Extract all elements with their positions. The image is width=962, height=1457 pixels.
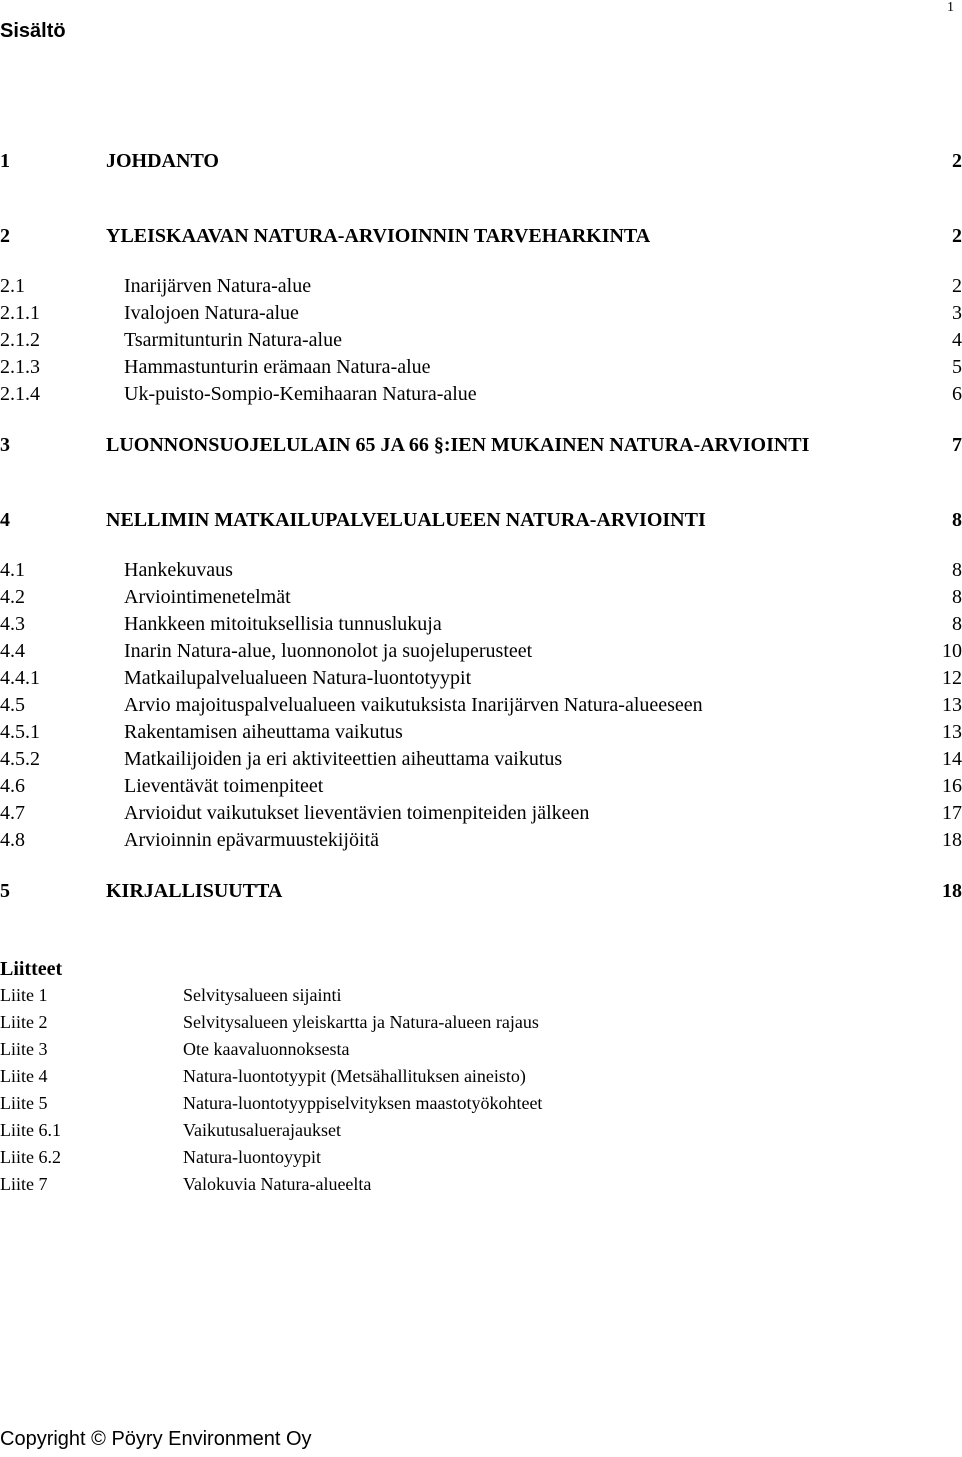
toc-entry-title: Arviointimenetelmät: [124, 586, 291, 608]
toc-entry-title: Ivalojoen Natura-alue: [124, 302, 299, 324]
appendix-description: Selvitysalueen yleiskartta ja Natura-alueen rajaus: [183, 1012, 539, 1032]
toc-entry-number: 2: [0, 225, 10, 247]
toc-entry-4-5-2[interactable]: [0, 748, 962, 774]
toc-entry-2-1-2[interactable]: [0, 329, 962, 355]
toc-entry-number: 2.1.3: [0, 356, 40, 378]
toc-entry-title: Inarin Natura-alue, luonnonolot ja suojeluperusteet: [124, 640, 533, 662]
appendix-label: Liite 2: [0, 1012, 48, 1032]
toc-entry-4[interactable]: [0, 509, 962, 535]
toc-entry-title: Arvioidut vaikutukset lieventävien toimenpiteiden jälkeen: [124, 802, 590, 824]
toc-entry-2-1[interactable]: [0, 275, 962, 301]
appendix-description: Natura-luontotyyppiselvityksen maastotyökohteet: [183, 1093, 543, 1113]
appendix-label: Liite 4: [0, 1066, 48, 1086]
toc-entry-title: LUONNONSUOJELULAIN 65 JA 66 §:IEN MUKAINEN NATURA-ARVIOINTI: [106, 434, 810, 456]
toc-entry-number: 4.5.1: [0, 721, 40, 743]
toc-entry-number: 4.5.2: [0, 748, 40, 770]
toc-entry-4-6[interactable]: [0, 775, 962, 801]
toc-entry-number: 4.5: [0, 694, 25, 716]
toc-entry-page: 2: [952, 225, 962, 247]
toc-entry-page: 18: [942, 880, 962, 902]
toc-entry-title: YLEISKAAVAN NATURA-ARVIOINNIN TARVEHARKINTA: [106, 225, 651, 247]
toc-entry-4-5-1[interactable]: [0, 721, 962, 747]
toc-entry-2-1-3[interactable]: [0, 356, 962, 382]
appendix-description: Selvitysalueen sijainti: [183, 985, 342, 1005]
toc-entry-page: 8: [952, 613, 962, 635]
toc-entry-page: 13: [942, 694, 962, 716]
toc-entry-number: 2.1.4: [0, 383, 40, 405]
appendix-description: Vaikutusaluerajaukset: [183, 1120, 341, 1140]
toc-entry-title: Hammastunturin erämaan Natura-alue: [124, 356, 431, 378]
appendix-heading: Liitteet: [0, 958, 63, 980]
appendix-description: Ote kaavaluonnoksesta: [183, 1039, 350, 1059]
toc-entry-page: 13: [942, 721, 962, 743]
appendix-label: Liite 7: [0, 1174, 48, 1194]
appendix-label: Liite 1: [0, 985, 48, 1005]
toc-entry-2-1-1[interactable]: [0, 302, 962, 328]
appendix-description: Valokuvia Natura-alueelta: [183, 1174, 372, 1194]
toc-entry-number: 4: [0, 509, 10, 531]
appendix-label: Liite 6.1: [0, 1120, 61, 1140]
toc-entry-page: 4: [952, 329, 962, 351]
toc-entry-4-4[interactable]: [0, 640, 962, 666]
toc-entry-title: NELLIMIN MATKAILUPALVELUALUEEN NATURA-ARVIOINTI: [106, 509, 706, 531]
toc-entry-title: Inarijärven Natura-alue: [124, 275, 312, 297]
toc-entry-title: JOHDANTO: [106, 150, 219, 172]
toc-entry-number: 5: [0, 880, 10, 902]
toc-entry-page: 14: [942, 748, 962, 770]
page-number: 1: [947, 0, 954, 15]
appendix-label: Liite 6.2: [0, 1147, 61, 1167]
appendix-label: Liite 5: [0, 1093, 48, 1113]
toc-entry-4-8[interactable]: [0, 829, 962, 855]
toc-title: Sisältö: [0, 20, 66, 42]
appendix-description: Natura-luontoyypit: [183, 1147, 321, 1167]
toc-entry-title: Arvioinnin epävarmuustekijöitä: [124, 829, 379, 851]
toc-entry-5[interactable]: [0, 880, 962, 906]
toc-entry-4-1[interactable]: [0, 559, 962, 585]
toc-entry-page: 18: [942, 829, 962, 851]
toc-entry-page: 6: [952, 383, 962, 405]
toc-entry-title: Lieventävät toimenpiteet: [124, 775, 324, 797]
toc-entry-page: 8: [952, 509, 962, 531]
toc-entry-number: 2.1.2: [0, 329, 40, 351]
toc-entry-page: 17: [942, 802, 962, 824]
toc-entry-number: 4.7: [0, 802, 25, 824]
toc-entry-page: 16: [942, 775, 962, 797]
toc-entry-title: Hankekuvaus: [124, 559, 233, 581]
appendix-label: Liite 3: [0, 1039, 48, 1059]
toc-entry-title: Matkailijoiden ja eri aktiviteettien aiheuttama vaikutus: [124, 748, 563, 770]
toc-entry-page: 7: [952, 434, 962, 456]
toc-entry-4-7[interactable]: [0, 802, 962, 828]
toc-entry-page: 2: [952, 275, 962, 297]
toc-entry-number: 3: [0, 434, 10, 456]
toc-entry-page: 10: [942, 640, 962, 662]
toc-entry-title: KIRJALLISUUTTA: [106, 880, 283, 902]
toc-entry-page: 8: [952, 586, 962, 608]
toc-entry-4-5[interactable]: [0, 694, 962, 720]
toc-entry-page: 3: [952, 302, 962, 324]
copyright-footer: Copyright © Pöyry Environment Oy: [0, 1428, 312, 1450]
toc-entry-4-3[interactable]: [0, 613, 962, 639]
toc-entry-number: 4.1: [0, 559, 25, 581]
toc-entry-2-1-4[interactable]: [0, 383, 962, 409]
toc-entry-title: Uk-puisto-Sompio-Kemihaaran Natura-alue: [124, 383, 477, 405]
toc-entry-number: 4.8: [0, 829, 25, 851]
toc-entry-2[interactable]: [0, 225, 962, 251]
appendix-description: Natura-luontotyypit (Metsähallituksen aineisto): [183, 1066, 526, 1086]
toc-entry-title: Matkailupalvelualueen Natura-luontotyypit: [124, 667, 472, 689]
toc-entry-number: 4.4.1: [0, 667, 40, 689]
toc-entry-number: 4.3: [0, 613, 25, 635]
toc-entry-title: Tsarmitunturin Natura-alue: [124, 329, 342, 351]
toc-entry-3[interactable]: [0, 434, 962, 460]
toc-entry-number: 4.4: [0, 640, 25, 662]
toc-entry-4-4-1[interactable]: [0, 667, 962, 693]
toc-entry-page: 5: [952, 356, 962, 378]
toc-entry-number: 2.1.1: [0, 302, 40, 324]
toc-entry-number: 2.1: [0, 275, 25, 297]
toc-entry-page: 8: [952, 559, 962, 581]
toc-entry-page: 2: [952, 150, 962, 172]
toc-entry-1[interactable]: [0, 150, 962, 176]
toc-entry-number: 4.2: [0, 586, 25, 608]
toc-entry-4-2[interactable]: [0, 586, 962, 612]
toc-entry-title: Hankkeen mitoituksellisia tunnuslukuja: [124, 613, 442, 635]
toc-entry-number: 4.6: [0, 775, 25, 797]
toc-entry-title: Rakentamisen aiheuttama vaikutus: [124, 721, 403, 743]
toc-entry-page: 12: [942, 667, 962, 689]
toc-entry-title: Arvio majoituspalvelualueen vaikutuksista Inarijärven Natura-alueeseen: [124, 694, 703, 716]
toc-entry-number: 1: [0, 150, 10, 172]
